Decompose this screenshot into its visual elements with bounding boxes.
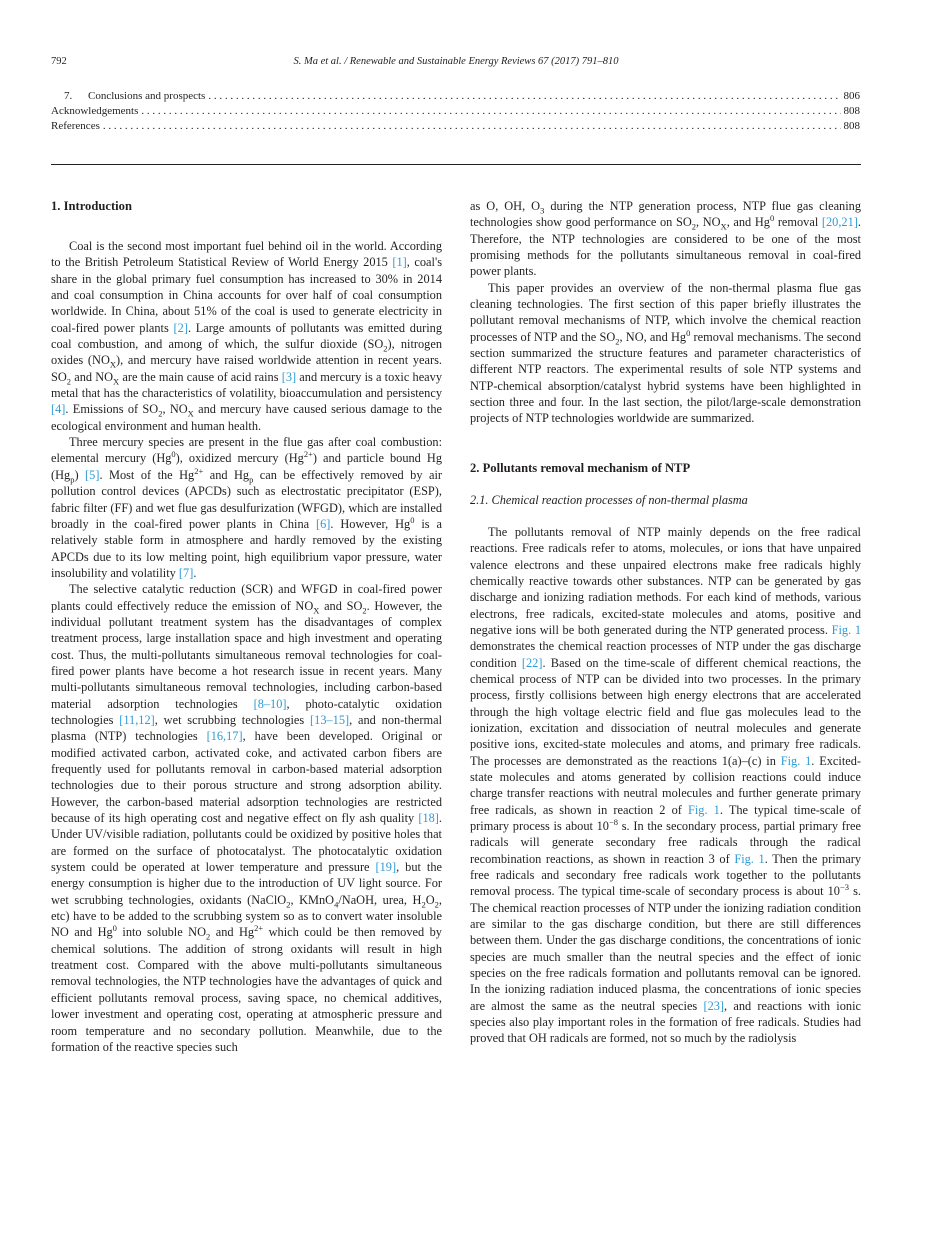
toc-entry[interactable]: References . . . 808 [51, 119, 860, 134]
paragraph: Coal is the second most important fuel behind oil in the world. According to the British Petroleum Statistical Review of World Energy 2015 [1], coal's share in the global primary fuel consumption has increased to 30% in 2014 and coal consumption in China accounts for over half of coal consumption worldwide. In China, about 51% of the coal is used to generate electricity in coal-fired power plants [2]. Large amounts of pollutants was emitted during coal combustion, and among of which, the sulfur dioxide $(SO_2)$, nitrogen oxides $(NO_X)$, and mercury have raised worldwide attention in recent years. $SO_2$ and $NO_X$ are the main cause of acid rains [3] and mercury is a toxic heavy metal that has the characteristics of volatility, bioaccumulation and persistency [4]. Emissions of $SO_2$, $NO_X$ and mercury have caused serious damage to the ecological environment and human health. [51, 239, 442, 433]
page-number: 792 [51, 56, 67, 67]
citation-link[interactable]: [18] [418, 811, 439, 826]
paragraph: Three mercury species are present in the flue gas after coal combustion: elemental mercury (Hg$^0$), oxidized mercury $(Hg^{2+})$ and particle bound Hg $(Hg_p)$ [5]. Most of the $Hg^{2+}$ and $Hg_p$ can be effectively removed by air pollution control devices (APCDs) such as electrostatic precipitator (ESP), fabric filter (FF) and wet flue gas desulfurization (WFGD), which are installed broadly in the coal-fired power plants in China [6]. However, Hg$^0$ is a relatively stable form in atmosphere and hardly removed by the existing APCDs due to its low melting point, high equilibrium vapor pressure, water insolubility and volatility [7]. [51, 435, 442, 580]
citation-link[interactable]: [6] [316, 516, 331, 531]
section-heading-introduction: 1. Introduction [51, 199, 132, 213]
citation-link[interactable]: [19] [375, 860, 397, 875]
figure-link[interactable]: Fig. 1 [734, 851, 765, 866]
toc-entry[interactable]: 7. Conclusions and prospects . . . 806 [64, 89, 860, 104]
paragraph: as O, OH, $O_3$ during the NTP generation process, NTP flue gas cleaning technologies show good performance on $SO_2$, $NO_X$, and Hg$^0$ removal [20,21]. Therefore, the NTP technologies are considered to be one of the most promising methods for the pollutants simultaneous removal in coal-fired power plants. [470, 199, 861, 279]
citation-link[interactable]: [1] [392, 255, 407, 270]
citation-link[interactable]: [16,17] [206, 729, 243, 744]
toc-entry[interactable]: Acknowledgements . . . 808 [51, 104, 860, 119]
citation-link[interactable]: [13–15] [310, 712, 350, 727]
citation-link[interactable]: [20,21] [821, 215, 858, 230]
paragraph: The selective catalytic reduction (SCR) and WFGD in coal-fired power plants could effectively reduce the emission of $NO_X$ and $SO_2$. However, the individual pollutant treatment system has the disadvantages of complex treatment process, large installation space and high investment and operating cost. Thus, the multi-pollutants simultaneous removal technologies for coal-fired power plants have become a hot research issue in recent years. Many multi-pollutants simultaneous removal technologies, including carbon-based material adsorption technologies [8–10], photo-catalytic oxidation technologies [11,12], wet scrubbing technologies [13–15], and non-thermal plasma (NTP) technologies [16,17], have been developed. Original or modified activated carbon, activated coke, and activated carbon fibers are frequently used for pollutants removal in carbon-based material adsorption technologies due to their porous structure and strong adsorption ability. However, the carbon-based material adsorption technologies are restricted because of its high operating cost and negative effect on fly ash quality [18]. Under UV/visible radiation, pollutants could be oxidized by positive holes that are formed on the surface of photocatalyst. The photocatalytic oxidation system could be operated at lower temperature and pressure [19], but the energy consumption is higher due to the introduction of UV light source. For wet scrubbing technologies, oxidants (NaClO$_2$, KMnO$_4$/NaOH, urea, $H_2O_2$, etc) have to be added to the scrubbing system so as to convert water insoluble NO and Hg$^0$ into soluble $NO_2$ and $Hg^{2+}$ which could be then removed by chemical solutions. The addition of strong oxidants will result in high treatment cost. Compared with the above multi-pollutants simultaneous removal technologies, the NTP technologies have the advantages of quick and efficient pollutants removal process, saving space, no chemical additives, lower investment and operating cost, operating at atmospheric pressure and room temperature and no secondary pollution. Meanwhile, due to the formation of the reactive species such [51, 582, 442, 1054]
figure-link[interactable]: Fig. 1 [687, 802, 720, 817]
citation-link[interactable]: [4] [51, 402, 66, 417]
figure-link[interactable]: Fig. 1 [780, 753, 812, 768]
figure-link[interactable]: Fig. 1 [831, 622, 861, 637]
citation-link[interactable]: [11,12] [119, 712, 155, 727]
citation-link[interactable]: [23] [703, 998, 725, 1013]
table-of-contents [51, 89, 860, 134]
section-heading-pollutants-removal: 2. Pollutants removal mechanism of NTP [470, 460, 691, 475]
section-divider [51, 164, 861, 165]
citation-link[interactable]: [8–10] [253, 696, 287, 711]
citation-link[interactable]: [22] [521, 655, 543, 670]
subsection-heading-chemical-reaction: 2.1. Chemical reaction processes of non-thermal plasma [470, 492, 748, 507]
citation-link[interactable]: [5] [85, 467, 100, 482]
paragraph: The pollutants removal of NTP mainly depends on the free radical reactions. Free radicals refer to atoms, molecules, or ions that have unpaired valence electrons and these unpaired electrons make free radicals highly chemically reactive towards other substances. NTP can be generated by gas discharge and ionizing radiation methods. For each kind of methods, various electrons, free radicals, excited-state molecules and atoms, positive and negative ions will be both generated during the NTP generated process. Fig. 1 demonstrates the chemical reaction processes of NTP under the gas discharge condition [22]. Based on the time-scale of different chemical reactions, the chemical process of NTP can be divided into two processes. In the primary process, firstly collisions between high energy electrons that are accelerated through the high voltage electric field and flue gas molecules lead to the ionization, excitation and dissociation of neutral molecules and generate positive ions, excited-state molecules and atoms, and primary free radicals. The processes are demonstrated as the reactions 1(a)–(c) in Fig. 1. Excited-state molecules and atoms generated by collision reactions could induce charge transfer reactions with neutral molecules and further generate primary free radicals, as shown in reaction 2 of Fig. 1. The typical time-scale of primary process is about $10^{-8}$ s. In the secondary process, partial primary free radicals will generate secondary free radicals through the radical recombination reactions, as shown in reaction 3 of Fig. 1. Then the primary free radicals and secondary free radicals work together to the pollutants removal process. The typical time-scale of secondary process is about $10^{-3}$ s. The chemical reaction processes of NTP under the ionizing radiation condition are similar to the gas discharge condition, but there are still differences between them. Under the gas discharge conditions, the concentrations of ionic species are much smaller than the neutral species and the effect of ionic species on the free radicals formation and pollutants removal can be ignored. In the ionizing radiation induced plasma, the concentrations of ionic species are almost the same as the neutral species [23], and reactions with ionic species also play important roles in the formation of free radicals. Studies had proved that OH radicals are formed, not so much by the radiolysis [470, 524, 862, 1046]
citation-link[interactable]: [7] [178, 565, 194, 580]
journal-citation: S. Ma et al. / Renewable and Sustainable Energy Reviews 67 (2017) 791–810 [293, 56, 619, 67]
citation-link[interactable]: [3] [281, 369, 297, 384]
left-column [51, 198, 442, 1055]
paragraph: This paper provides an overview of the non-thermal plasma flue gas cleaning technologies. The first section of this paper briefly illustrates the pollutant removal mechanisms of NTP, which involve the chemical reaction processes of NTP and the $SO_2$, NO, and Hg$^0$ removal mechanisms. The second section summarized the structure features and parameter characteristics of different NTP reactors. The experimental results of sole NTP systems and NTP-chemical absorption/catalyst hybrid systems have been highlighted in section three and four. In the last section, the pilot/large-scale demonstration projects of NTP technologies worldwide are summarized. [470, 280, 861, 426]
right-column [470, 198, 861, 1047]
citation-link[interactable]: [2] [173, 320, 188, 335]
